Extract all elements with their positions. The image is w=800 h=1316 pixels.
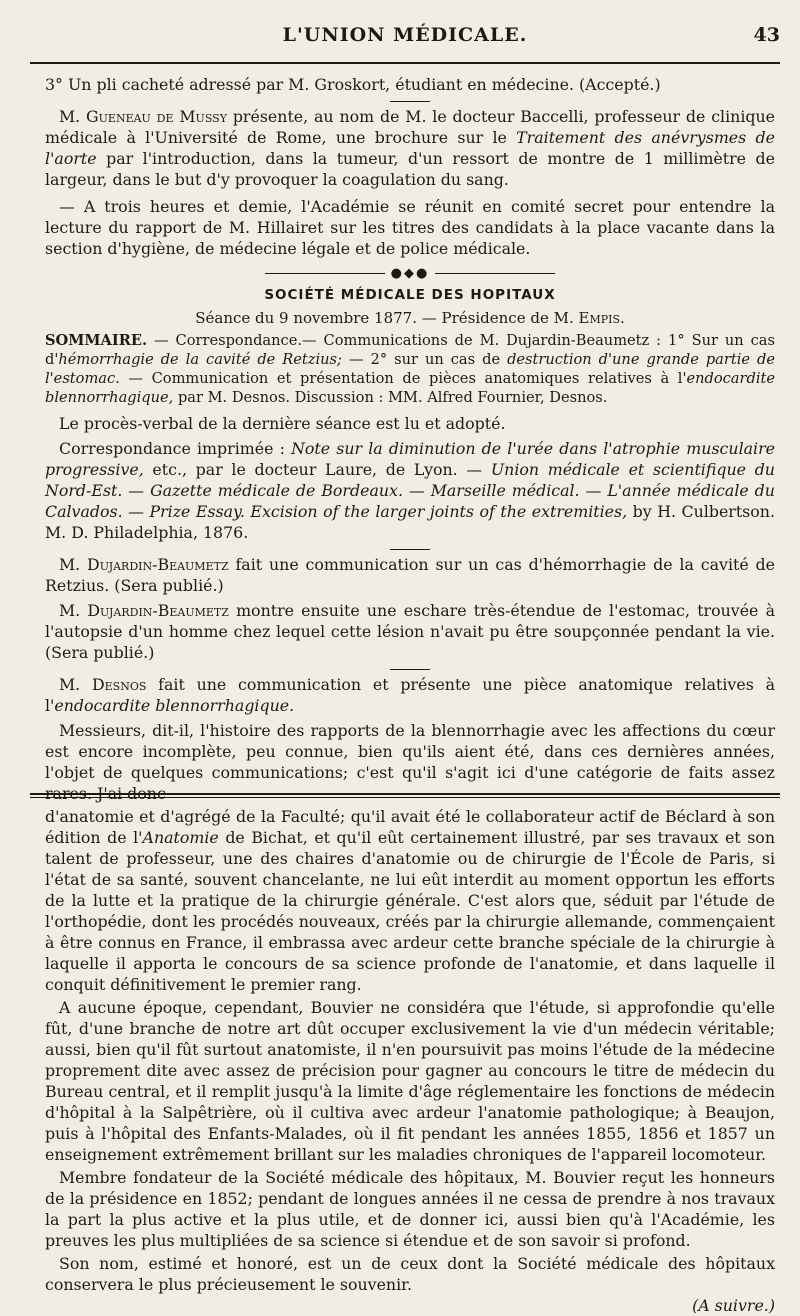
feuilleton-paragraph: Son nom, estimé et honoré, est un de ceux dont la Société médicale des hôpitaux conservera le plus précieusement le souvenir. (45, 1254, 775, 1294)
feuilleton-paragraph: A aucune époque, cependant, Bouvier ne considéra que l'étude, si approfondie qu'elle fût, d'une branche de notre art dût occuper exclusivement la vie d'un médecin véritable; aussi, bien qu'il fût surtout anatomiste, il n'en poursuivit pas moins l'étude de la médecine proprement dite avec assez de précision pour gagner au concours le titre de médecin du Bureau central, et il remplit jusqu'à la limite d'âge réglementaire les fonctions de médecin d'hôpital à la Salpêtrière, où il cultiva avec ardeur l'anatomie pathologique; à Beaujon, puis à l'hôpital des Enfants-Malades, où il fit pendant les années 1855, 1856 et 1857 un enseignement extrêmement brillant sur les maladies chroniques de l'appareil locomoteur. (45, 998, 775, 1164)
feuilleton-rule-bottom (30, 797, 780, 798)
separator-dash (390, 101, 430, 102)
proces-verbal: Le procès-verbal de la dernière séance est lu et adopté. (59, 414, 506, 433)
running-title: L'UNION MÉDICALE. (282, 24, 528, 46)
page-number: 43 (753, 24, 780, 46)
baccelli-paragraph: M. Gueneau de Mussy présente, au nom de M. le docteur Baccelli, professeur de clinique médicale à l'Université de Rome, une brochure sur le Traitement des anévrysmes de l'aorte par l'introduction, dans la tumeur, d'un ressort de montre de 1 millimètre de largeur, dans le but d'y provoquer la coagulation du sang. (45, 107, 776, 189)
seance-line: Séance du 9 novembre 1877. — Présidence de M. Empis. (195, 309, 625, 327)
society-title: SOCIÉTÉ MÉDICALE DES HOPITAUX (264, 287, 556, 303)
feuilleton-rule-top (30, 793, 780, 795)
desnos-speech: Messieurs, dit-il, l'histoire des rapports de la blennorrhagie avec les affections du cœur est encore incomplète, peu connue, bien qu'ils aient été, dans ces dernières années, l'objet de quelques communications; c'est qu'il s'agit ici d'une catégorie de faits assez rares. J'ai donc (45, 721, 775, 803)
feuilleton-paragraph: d'anatomie et d'agrégé de la Faculté; qu'il avait été le collaborateur actif de Béclard à son édition de l'Anatomie de Bichat, et qu'il eût certainement illustré, par ses travaux et son talent de professeur, une des chaires d'anatomie ou de chirurgie de l'École de Paris, si l'état de sa santé, souvent chancelante, ne lui eût interdit au moment opportun les efforts de la lutte et la pratique de la chirurgie générale. C'est alors que, séduit par l'étude de l'orthopédie, dont les procédés nouveaux, créés par la chirurgie allemande, commençaient à être connus en France, il embrassa avec ardeur cette branche spéciale de la chirurgie à laquelle il apporta le concours de sa science profonde de l'anatomie, et dans laquelle il conquit définitivement le premier rang. (45, 807, 775, 994)
ornament-divider: ●◆● (45, 266, 775, 281)
feuilleton-column (45, 806, 775, 1316)
upper-column (45, 74, 775, 804)
header-rule (30, 62, 780, 64)
dujardin-communication: M. Dujardin-Beaumetz fait une communication sur un cas d'hémorrhagie de la cavité de Retzius. (Sera publié.) (45, 555, 776, 595)
speaker-name: M. Gueneau de Mussy (59, 107, 227, 126)
dujardin-eschare: M. Dujardin-Beaumetz montre ensuite une eschare très-étendue de l'estomac, trouvée à l'autopsie d'un homme chez lequel cette lésion n'avait pu être soupçonnée pendant la vie. (Sera publié.) (45, 601, 775, 662)
desnos-communication: M. Desnos fait une communication et présente une pièce anatomique relatives à l'endocardite blennorrhagique. (45, 675, 775, 715)
feuilleton-paragraph: Membre fondateur de la Société médicale des hôpitaux, M. Bouvier reçut les honneurs de la présidence en 1852; pendant de longues années il ne cessa de prendre à nos travaux la part la plus active et la plus utile, et de donner ici, aussi bien qu'à l'Académie, les preuves les plus multipliées de sa science si étendue et de son savoir si profond. (45, 1168, 775, 1250)
sommaire: SOMMAIRE. — Correspondance.— Communications de M. Dujardin-Beaumetz : 1° Sur un cas d'hémorrhagie de la cavité de Retzius; — 2° sur un cas de destruction d'une grande partie de l'estomac. — Communication et présentation de pièces anatomiques relatives à l'endocardite blennorrhagique, par M. Desnos. Discussion : MM. Alfred Fournier, Desnos. (45, 332, 775, 406)
correspondance: Correspondance imprimée : Note sur la diminution de l'urée dans l'atrophie musculaire progressive, etc., par le docteur Laure, de Lyon. — Union médicale et scientifique du Nord-Est. — Gazette médicale de Bordeaux. — Marseille médical. — L'année médicale du Calvados. — Prize Essay. Excision of the larger joints of the extremities, by H. Culbertson. M. D. Philadelphia, 1876. (45, 439, 775, 542)
separator-dash (390, 549, 430, 550)
separator-dash (390, 669, 430, 670)
a-suivre: (A suivre.) (692, 1296, 775, 1315)
accepted-note: 3° Un pli cacheté adressé par M. Groskort, étudiant en médecine. (Accepté.) (45, 75, 661, 94)
page-header (30, 20, 780, 60)
secret-committee-paragraph: — A trois heures et demie, l'Académie se réunit en comité secret pour entendre la lecture du rapport de M. Hillairet sur les titres des candidats à la place vacante dans la section d'hygiène, de médecine légale et de police médicale. (45, 197, 775, 258)
